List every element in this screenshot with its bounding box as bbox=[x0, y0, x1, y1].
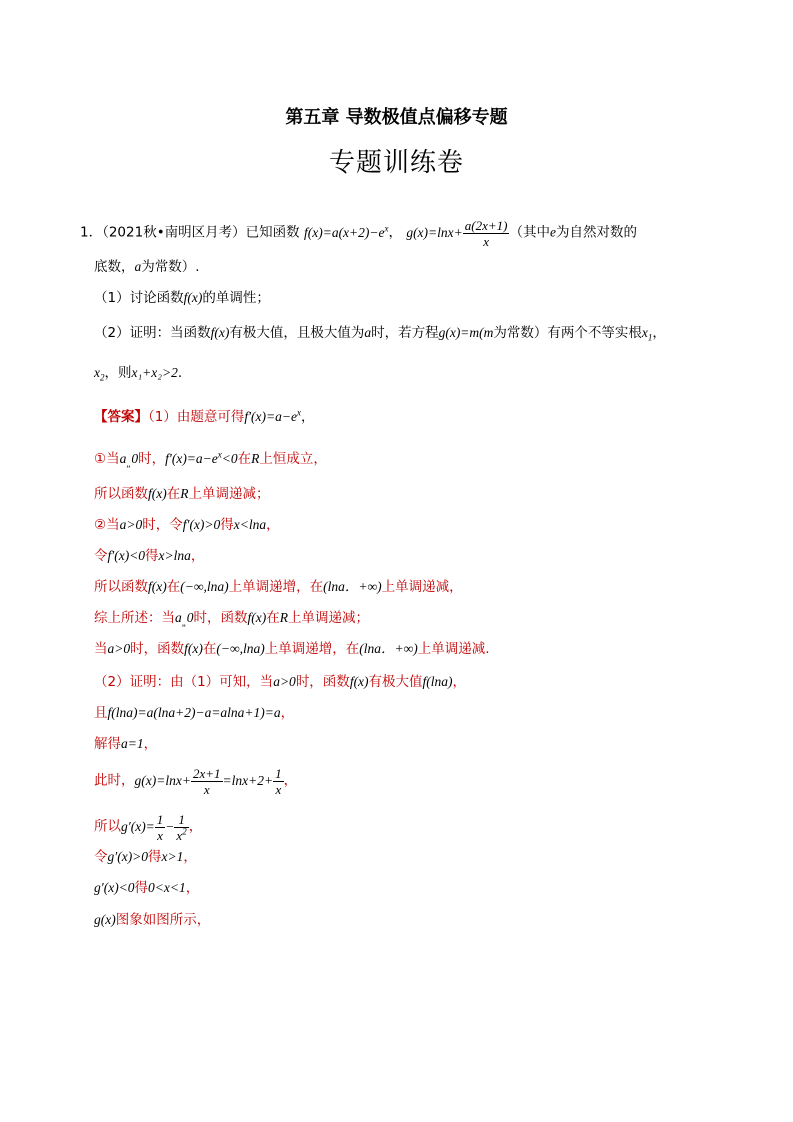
problem-text: 已知函数 bbox=[245, 224, 300, 241]
answer-line-4: ②当a>0时，令f′(x)>0得x<lna， bbox=[94, 517, 280, 533]
answer-line-5: 令f′(x)<0得x>lna， bbox=[94, 548, 205, 564]
answer-line-13: 所以g′(x)= $\frac{1}{x}$ − $\frac{1}{x^2}$ ， bbox=[94, 812, 203, 843]
worksheet-subtitle: 专题训练卷 bbox=[328, 148, 464, 178]
answer-line-16: g(x)图象如图所示， bbox=[94, 912, 211, 928]
problem-source: （2021秋•南明区月考） bbox=[102, 224, 246, 241]
g-fraction: $\frac{a(2x+1)}{x}$ bbox=[464, 218, 508, 249]
answer-line-12: 此时，g(x)=lnx+ $\frac{2x+1}{x}$ =lnx+2+ $\frac{1}{x}$ ， bbox=[94, 766, 298, 797]
fraction: $\frac{1}{x}$ bbox=[275, 766, 282, 797]
fraction: $\frac{1}{x^2}$ bbox=[176, 812, 187, 843]
chapter-title: 第五章 导数极值点偏移专题 bbox=[285, 107, 508, 128]
problem-line-1 bbox=[80, 218, 637, 249]
answer-line-8: 当a>0时，函数f(x)在(−∞,lna)上单调递增，在(lna．+∞)上单调递减. bbox=[94, 641, 490, 657]
answer-line-15: g′(x)<0得0<x<1， bbox=[94, 880, 200, 896]
problem-part-2-cont: $x_2$，则x₁+x₂>2. bbox=[94, 365, 183, 383]
g-definition: g(x)=lnx+ $\frac{a(2x+1)}{x}$ bbox=[406, 218, 508, 249]
problem-text: 为自然对数的 bbox=[555, 224, 637, 241]
problem-text: （其中 bbox=[509, 224, 550, 241]
problem-line-2: 底数，a为常数）. bbox=[94, 259, 200, 275]
separator: ， bbox=[388, 224, 403, 241]
answer-tag: 【答案】 bbox=[94, 409, 148, 425]
problem-part-2: （2）证明：当函数f(x)有极大值，且极大值为a时，若方程g(x)=m(m为常数）有两个不等实根$x_1$， bbox=[94, 325, 666, 343]
answer-line-3: 所以函数f(x)在R上单调递减； bbox=[94, 486, 270, 502]
answer-line-9: （2）证明：由（1）可知，当a>0时，函数f(x)有极大值f(lna)， bbox=[94, 674, 467, 690]
answer-line-14: 令g′(x)>0得x>1， bbox=[94, 849, 197, 865]
answer-line-2: ①当$a_„0$时，$f'(x)=a-e^x<0$在R上恒成立， bbox=[94, 449, 327, 469]
answer-line-1: 【答案】（1）由题意可得$f'(x)=a-e^x$， bbox=[94, 407, 315, 425]
fraction: $\frac{1}{x}$ bbox=[156, 812, 164, 843]
f-definition: $f(x)=a(x+2)-e^x$ bbox=[303, 223, 389, 240]
answer-line-6: 所以函数f(x)在(−∞,lna)上单调递增，在(lna．+∞)上单调递减， bbox=[94, 579, 463, 595]
fraction: $\frac{2x+1}{x}$ bbox=[192, 766, 221, 797]
problem-part-1: （1）讨论函数f(x)的单调性； bbox=[94, 290, 270, 306]
e-symbol: e bbox=[549, 224, 556, 240]
problem-number: 1． bbox=[80, 224, 103, 241]
answer-line-10: 且f(lna)=a(lna+2)−a=alna+1)=a， bbox=[94, 705, 295, 721]
answer-line-7: 综上所述：当$a_„0$时，函数f(x)在R上单调递减； bbox=[94, 610, 369, 628]
answer-line-11: 解得a=1， bbox=[94, 736, 158, 752]
